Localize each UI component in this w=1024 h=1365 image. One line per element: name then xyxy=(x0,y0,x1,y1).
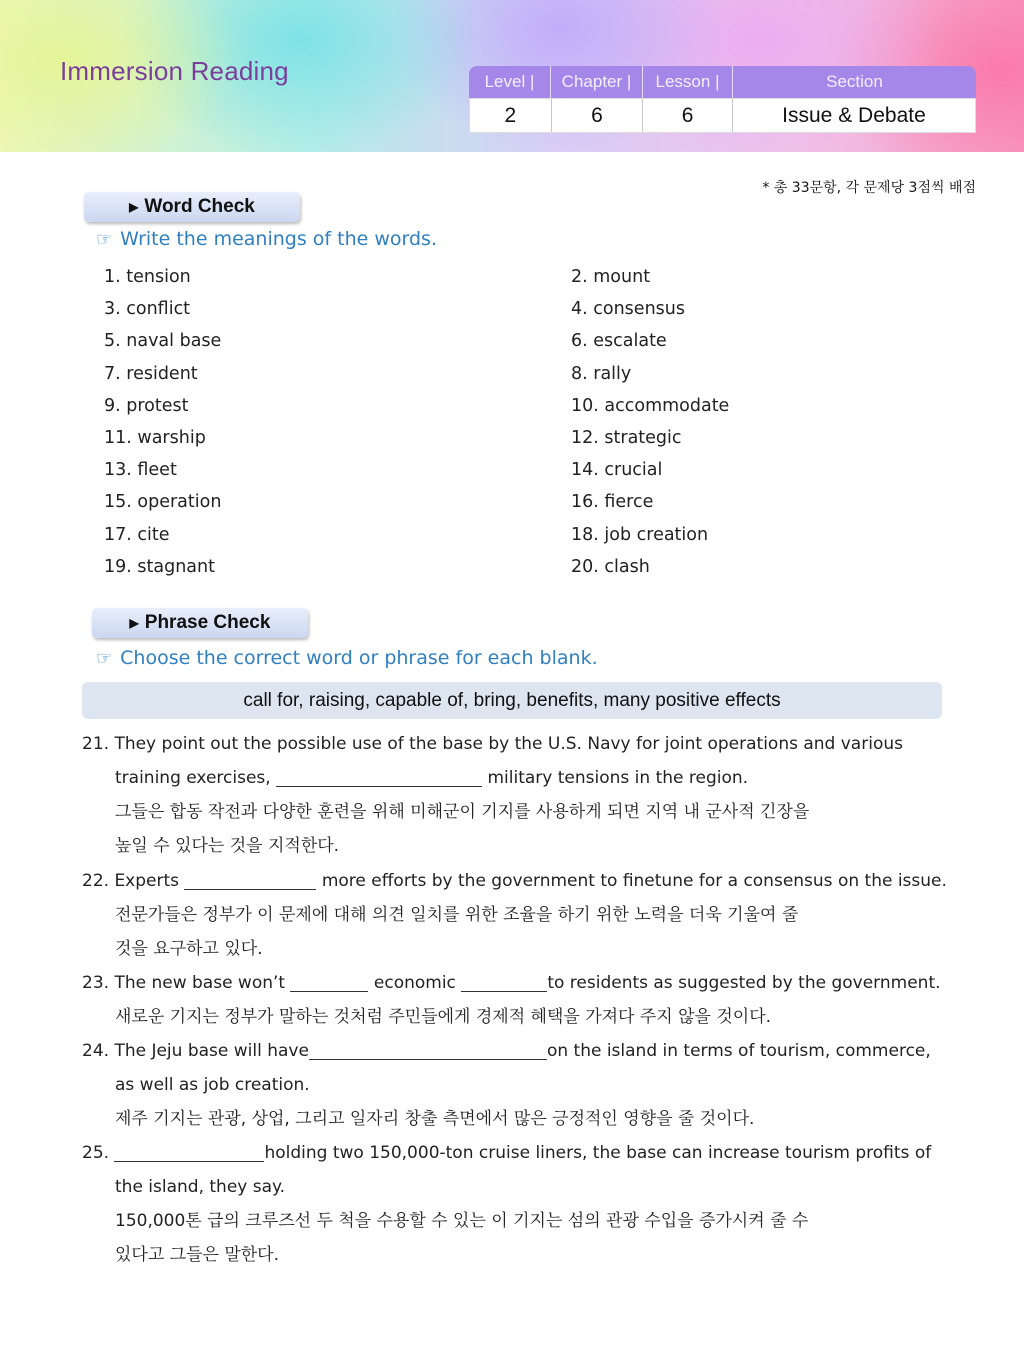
question-22 xyxy=(82,864,962,966)
question-24 xyxy=(82,1034,962,1136)
korean-translation: 그들은 합동 작전과 다양한 훈련을 위해 미해군이 기지를 사용하게 되면 지역 내 군사적 긴장을 xyxy=(115,802,810,822)
scoring-note: * 총 33문항, 각 문제당 3점씩 배점 xyxy=(762,180,976,196)
word-row xyxy=(104,519,804,551)
section-value: Issue & Debate xyxy=(782,103,926,127)
pointing-hand-icon: ☞ xyxy=(96,229,113,250)
level-value: 2 xyxy=(470,99,552,132)
word-item: 10. accommodate xyxy=(571,395,730,416)
word-item: 9. protest xyxy=(104,395,189,416)
question-21 xyxy=(82,727,962,863)
korean-translation: 전문가들은 정부가 이 문제에 대해 의견 일치를 위한 조율을 하기 위한 노력을 더욱 기울여 줄 xyxy=(115,905,799,925)
question-text: 22. Experts more efforts by the government to finetune for a consensus on the issue. xyxy=(82,871,947,891)
lesson-header: Lesson | xyxy=(643,66,733,98)
triangle-icon: ▶ xyxy=(129,200,139,214)
phrase-check-instruction: ☞ Choose the correct word or phrase for each blank. xyxy=(96,647,598,669)
level-header: Level | xyxy=(469,66,551,98)
word-item: 14. crucial xyxy=(571,460,663,481)
question-text: as well as job creation. xyxy=(115,1075,310,1095)
question-text: 21. They point out the possible use of the base by the U.S. Navy for joint operations and various xyxy=(82,734,903,754)
word-row xyxy=(104,422,804,454)
question-text: 24. The Jeju base will have on the island in terms of tourism, commerce, xyxy=(82,1041,931,1061)
word-item: 2. mount xyxy=(571,267,651,288)
pointing-hand-icon: ☞ xyxy=(96,648,113,669)
chapter-header: Chapter | xyxy=(551,66,643,98)
question-text: the island, they say. xyxy=(115,1177,286,1197)
word-row xyxy=(104,486,804,518)
word-row xyxy=(104,454,804,486)
lesson-info-table xyxy=(469,66,976,133)
word-item: 3. conflict xyxy=(104,299,191,320)
header-banner xyxy=(0,0,1024,152)
word-item: 4. consensus xyxy=(571,299,685,320)
word-bank: call for, raising, capable of, bring, benefits, many positive effects xyxy=(82,682,942,719)
answer-blank[interactable] xyxy=(184,869,316,890)
question-text: 23. The new base won’t economic to residents as suggested by the government. xyxy=(82,973,941,993)
word-item: 15. operation xyxy=(104,492,222,513)
word-row xyxy=(104,551,804,583)
word-item: 11. warship xyxy=(104,428,206,449)
question-text: training exercises, military tensions in the region. xyxy=(115,768,749,788)
word-item: 19. stagnant xyxy=(104,556,215,577)
question-25 xyxy=(82,1136,962,1272)
word-item: 18. job creation xyxy=(571,524,709,545)
lesson-info-header xyxy=(469,66,976,98)
korean-translation: 새로운 기지는 정부가 말하는 것처럼 주민들에게 경제적 혜택을 가져다 주지 않을 것이다. xyxy=(115,1007,772,1027)
word-list xyxy=(104,261,804,583)
korean-translation: 150,000톤 급의 크루즈선 두 척을 수용할 수 있는 이 기지는 섬의 관광 수입을 증가시켜 줄 수 xyxy=(115,1211,809,1231)
answer-blank[interactable] xyxy=(114,1141,264,1162)
question-23 xyxy=(82,966,962,1034)
word-row xyxy=(104,390,804,422)
word-row xyxy=(104,358,804,390)
word-item: 1. tension xyxy=(104,267,191,288)
word-check-label: ▶ Word Check xyxy=(84,192,300,222)
word-item: 6. escalate xyxy=(571,331,667,352)
lesson-value: 6 xyxy=(643,99,733,132)
word-row xyxy=(104,261,804,293)
word-check-instruction: ☞ Write the meanings of the words. xyxy=(96,228,437,250)
word-item: 17. cite xyxy=(104,524,170,545)
question-text: 25. holding two 150,000-ton cruise liners, the base can increase tourism profits of xyxy=(82,1143,932,1163)
triangle-icon: ▶ xyxy=(129,616,139,630)
korean-translation: 제주 기지는 관광, 상업, 그리고 일자리 창출 측면에서 많은 긍정적인 영향을 줄 것이다. xyxy=(115,1109,755,1129)
lesson-info-values xyxy=(469,98,976,133)
word-item: 8. rally xyxy=(571,363,632,384)
phrase-check-label: ▶ Phrase Check xyxy=(92,608,308,638)
brand-title: Immersion Reading xyxy=(60,56,289,86)
section-header: Section xyxy=(826,72,883,91)
answer-blank[interactable] xyxy=(461,971,547,992)
chapter-value: 6 xyxy=(552,99,644,132)
word-item: 7. resident xyxy=(104,363,198,384)
word-item: 5. naval base xyxy=(104,331,222,352)
word-item: 20. clash xyxy=(571,556,650,577)
word-item: 16. fierce xyxy=(571,492,654,513)
word-item: 13. fleet xyxy=(104,460,177,481)
word-item: 12. strategic xyxy=(571,428,682,449)
word-row xyxy=(104,325,804,357)
word-row xyxy=(104,293,804,325)
korean-translation: 높일 수 있다는 것을 지적한다. xyxy=(115,836,340,856)
korean-translation: 있다고 그들은 말한다. xyxy=(115,1245,280,1265)
answer-blank[interactable] xyxy=(309,1039,547,1060)
korean-translation: 것을 요구하고 있다. xyxy=(115,939,263,959)
answer-blank[interactable] xyxy=(276,766,482,787)
answer-blank[interactable] xyxy=(290,971,368,992)
